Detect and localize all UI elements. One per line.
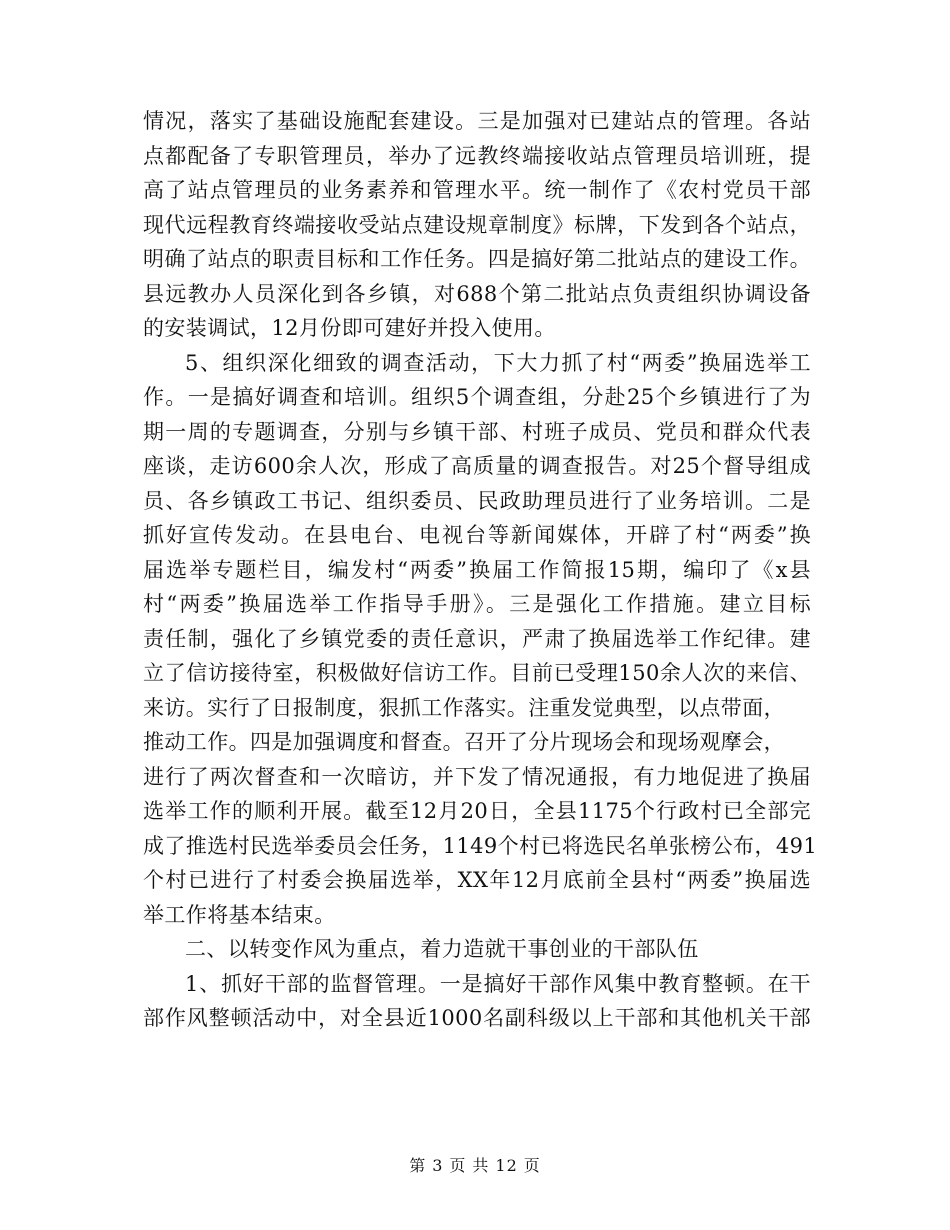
- section-heading: 二、以转变作风为重点，着力造就干事创业的干部队伍: [185, 937, 699, 961]
- text-line: 情况，落实了基础设施配套建设。三是加强对已建站点的管理。各站: [143, 109, 811, 133]
- text-line: 立了信访接待室，积极做好信访工作。目前已受理150余人次的来信、: [143, 661, 811, 685]
- text-line: 来访。实行了日报制度，狠抓工作落实。注重发觉典型，以点带面，: [143, 695, 785, 720]
- footer-total-word: 共: [472, 1156, 490, 1175]
- text-line: 抓好宣传发动。在县电台、电视台等新闻媒体，开辟了村“两委”换: [143, 523, 811, 547]
- text-line: 现代远程教育终端接收受站点建设规章制度》标牌，下发到各个站点，: [143, 212, 811, 237]
- text-line: 部作风整顿活动中，对全县近1000名副科级以上干部和其他机关干部: [143, 1006, 811, 1030]
- text-line: 高了站点管理员的业务素养和管理水平。统一制作了《农村党员干部: [143, 178, 811, 202]
- text-line: 选举工作的顺利开展。截至12月20日，全县1175个行政村已全部完: [143, 799, 811, 823]
- text-line: 明确了站点的职责目标和工作任务。四是搞好第二批站点的建设工作。: [143, 247, 811, 271]
- page-footer: [0, 1153, 950, 1176]
- text-line: 推动工作。四是加强调度和督查。召开了分片现场会和现场观摩会，: [143, 730, 785, 754]
- text-line: 个村已进行了村委会换届选举，XX年12月底前全县村“两委”换届选: [143, 868, 811, 892]
- text-line: 届选举专题栏目，编发村“两委”换届工作简报15期，编印了《x县: [143, 557, 811, 582]
- text-line: 县远教办人员深化到各乡镇，对688个第二批站点负责组织协调设备: [143, 281, 811, 306]
- paragraph-start-line: 5、组织深化细致的调查活动，下大力抓了村“两委”换届选举工: [185, 350, 811, 375]
- footer-page-word: 页: [449, 1156, 467, 1175]
- total-pages: 12: [495, 1156, 518, 1175]
- text-line: 村“两委”换届选举工作指导手册》。三是强化工作措施。建立目标: [143, 592, 811, 616]
- text-line: 点都配备了专职管理员，举办了远教终端接收站点管理员培训班，提: [143, 143, 811, 168]
- text-line: 责任制，强化了乡镇党委的责任意识，严肃了换届选举工作纪律。建: [143, 626, 811, 651]
- text-line: 举工作将基本结束。: [143, 902, 336, 927]
- text-line: 座谈，走访600余人次，形成了高质量的调查报告。对25个督导组成: [143, 454, 811, 478]
- page-number: 3: [432, 1156, 444, 1175]
- text-line: 的安装调试，12月份即可建好并投入使用。: [143, 316, 556, 340]
- footer-suffix: 页: [523, 1156, 541, 1175]
- paragraph-start-line: 1、抓好干部的监督管理。一是搞好干部作风集中教育整顿。在干: [185, 971, 811, 996]
- text-line: 成了推选村民选举委员会任务，1149个村已将选民名单张榜公布，491: [143, 833, 818, 858]
- footer-prefix: 第: [409, 1156, 427, 1175]
- text-line: 作。一是搞好调查和培训。组织5个调查组，分赴25个乡镇进行了为: [143, 385, 811, 409]
- document-body: [143, 104, 818, 1036]
- text-line: 员、各乡镇政工书记、组织委员、民政助理员进行了业务培训。二是: [143, 488, 811, 513]
- text-line: 期一周的专题调查，分别与乡镇干部、村班子成员、党员和群众代表: [143, 419, 811, 444]
- text-line: 进行了两次督查和一次暗访，并下发了情况通报，有力地促进了换届: [143, 764, 811, 789]
